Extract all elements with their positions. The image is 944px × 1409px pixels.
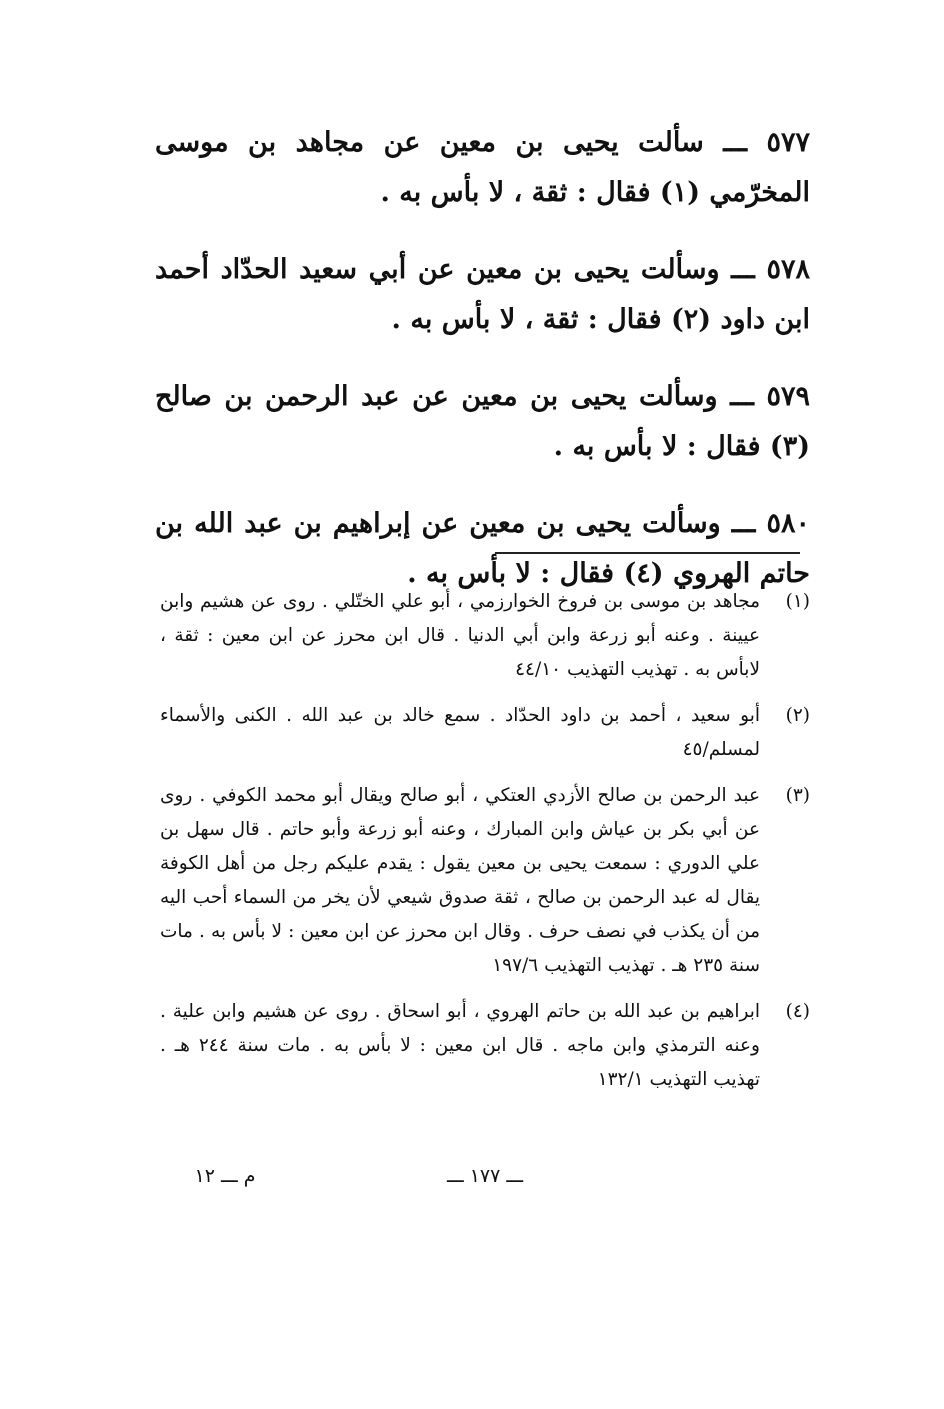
footnote-text: ابراهيم بن عبد الله بن حاتم الهروي ، أبو اسحاق . روى عن هشيم وابن علية . وعنه الترمذي وابن ماجه . قال ابن معين : لا بأس به . مات سنة ٢٤٤ هـ . تهذيب التهذيب ١٣٢/١	[160, 1001, 760, 1090]
page-footer	[0, 1165, 944, 1195]
entries-section	[155, 118, 810, 613]
entry-number: ٥٧٧	[766, 127, 811, 158]
footnote-4	[160, 995, 810, 1097]
footnote-mark: (٣)	[785, 785, 810, 806]
entry-text: ـــ وسألت يحيى بن معين عن إبراهيم بن عبد الله بن حاتم الهروي (٤) فقال : لا بأس به .	[155, 508, 810, 589]
footnote-divider	[495, 552, 800, 554]
entry-number: ٥٨٠	[766, 508, 810, 539]
entry-578	[155, 245, 810, 345]
footnote-text: أبو سعيد ، أحمد بن داود الحدّاد . سمع خالد بن عبد الله . الكنى والأسماء لمسلم/٤٥	[160, 705, 760, 760]
footnote-text: مجاهد بن موسى بن فروخ الخوارزمي ، أبو علي الختّلي . روى عن هشيم وابن عيينة . وعنه أبو زرعة وابن أبي الدنيا . قال ابن محرز عن ابن معين : ثقة ، لابأس به . تهذيب التهذيب ٤٤/١٠	[160, 591, 760, 680]
footnote-mark: (١)	[785, 591, 810, 612]
footnote-3	[160, 779, 810, 983]
entry-text: ـــ وسألت يحيى بن معين عن عبد الرحمن بن صالح (٣) فقال : لا بأس به .	[155, 381, 810, 462]
entry-579	[155, 372, 810, 472]
entry-580	[155, 499, 810, 599]
entry-text: ـــ وسألت يحيى بن معين عن أبي سعيد الحدّاد أحمد ابن داود (٢) فقال : ثقة ، لا بأس به .	[155, 254, 810, 335]
footnote-mark: (٤)	[785, 1001, 810, 1022]
entry-577	[155, 118, 810, 218]
footnote-2	[160, 699, 810, 767]
signature-mark: م ـــ ١٢	[194, 1165, 256, 1187]
footnote-text: عبد الرحمن بن صالح الأزدي العتكي ، أبو صالح ويقال أبو محمد الكوفي . روى عن أبي بكر بن عياش وابن المبارك ، وعنه أبو زرعة وأبو حاتم . قال سهل بن علي الدوري : سمعت يحيى بن معين يقول : يقدم عليكم رجل من أهل الكوفة يقال له عبد الرحمن بن صالح ، ثقة صدوق شيعي لأن يخر من السماء أحب اليه من أن يكذب في نصف حرف . وقال ابن محرز عن ابن معين : لا بأس به . مات سنة ٢٣٥ هـ . تهذيب التهذيب ١٩٧/٦	[160, 785, 760, 976]
footnote-mark: (٢)	[785, 705, 810, 726]
page-number: ـــ ١٧٧ ـــ	[446, 1165, 524, 1187]
entry-number: ٥٧٩	[766, 381, 810, 412]
footnotes-section	[160, 585, 810, 1109]
footnote-1	[160, 585, 810, 687]
entry-number: ٥٧٨	[766, 254, 810, 285]
entry-text: ـــ سألت يحيى بن معين عن مجاهد بن موسى المخرّمي (١) فقال : ثقة ، لا بأس به .	[155, 127, 810, 208]
